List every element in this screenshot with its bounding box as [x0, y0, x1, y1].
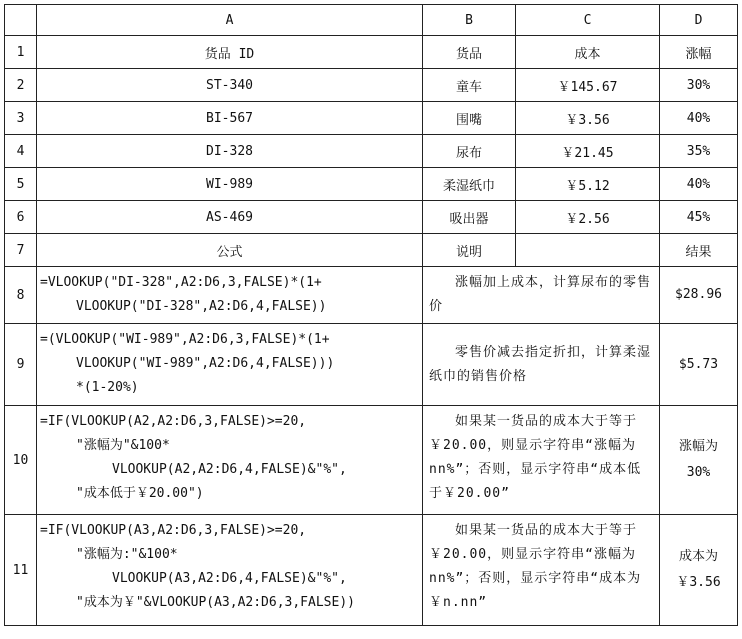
- cell-a2[interactable]: ST-340: [37, 69, 423, 102]
- description-text: 零售价减去指定折扣，计算柔湿纸巾的销售价格: [429, 344, 652, 384]
- description-text: 如果某一货品的成本大于等于￥20.00，则显示字符串“涨幅为 nn%”；否则，显示字符串“成本低于￥20.00”: [429, 414, 642, 501]
- row-header[interactable]: 1: [5, 36, 37, 69]
- formula-line: VLOOKUP(A3,A2:D6,4,FALSE)&"%",: [112, 571, 347, 586]
- formula-cell-a8[interactable]: [37, 267, 423, 324]
- cell-c2[interactable]: ￥145.67: [516, 69, 660, 102]
- formula-line: "涨幅为:"&100*: [76, 547, 178, 562]
- description-text: 涨幅加上成本，计算尿布的零售价: [429, 275, 652, 314]
- row-header[interactable]: 2: [5, 69, 37, 102]
- row-header[interactable]: 5: [5, 168, 37, 201]
- row-header[interactable]: 10: [5, 406, 37, 515]
- column-header-b[interactable]: B: [423, 5, 516, 36]
- description-cell-b9[interactable]: [423, 324, 660, 406]
- formula-line: VLOOKUP(A2,A2:D6,4,FALSE)&"%",: [112, 462, 347, 477]
- cell-c7[interactable]: [516, 234, 660, 267]
- formula-line: VLOOKUP("DI-328",A2:D6,4,FALSE)): [76, 299, 327, 314]
- cell-d6[interactable]: 45%: [660, 201, 738, 234]
- cell-d1[interactable]: 涨幅: [660, 36, 738, 69]
- cell-d4[interactable]: 35%: [660, 135, 738, 168]
- description-text: 如果某一货品的成本大于等于￥20.00，则显示字符串“涨幅为 nn%”；否则，显示字符串“成本为￥n.nn”: [429, 523, 642, 610]
- formula-line: =IF(VLOOKUP(A3,A2:D6,3,FALSE)>=20,: [40, 523, 307, 538]
- cell-b5[interactable]: 柔湿纸巾: [423, 168, 516, 201]
- table-row: [5, 36, 738, 69]
- cell-b3[interactable]: 围嘴: [423, 102, 516, 135]
- row-header[interactable]: 7: [5, 234, 37, 267]
- description-cell-b11[interactable]: [423, 515, 660, 626]
- corner-cell[interactable]: [5, 5, 37, 36]
- formula-cell-a9[interactable]: [37, 324, 423, 406]
- spreadsheet-table: [4, 4, 738, 626]
- description-cell-b10[interactable]: [423, 406, 660, 515]
- row-header[interactable]: 8: [5, 267, 37, 324]
- cell-b2[interactable]: 童车: [423, 69, 516, 102]
- result-cell-d8[interactable]: $28.96: [660, 267, 738, 324]
- cell-a7[interactable]: 公式: [37, 234, 423, 267]
- table-row: [5, 324, 738, 406]
- cell-a5[interactable]: WI-989: [37, 168, 423, 201]
- cell-c1[interactable]: 成本: [516, 36, 660, 69]
- cell-a1[interactable]: 货品 ID: [37, 36, 423, 69]
- result-line: ￥3.56: [676, 575, 721, 590]
- column-header-c[interactable]: C: [516, 5, 660, 36]
- cell-c3[interactable]: ￥3.56: [516, 102, 660, 135]
- column-header-row: [5, 5, 738, 36]
- result-line: 30%: [686, 465, 711, 480]
- table-row: [5, 406, 738, 515]
- cell-a3[interactable]: BI-567: [37, 102, 423, 135]
- cell-a4[interactable]: DI-328: [37, 135, 423, 168]
- cell-d5[interactable]: 40%: [660, 168, 738, 201]
- result-line: 成本为: [678, 549, 718, 564]
- description-cell-b8[interactable]: [423, 267, 660, 324]
- row-header[interactable]: 6: [5, 201, 37, 234]
- row-header[interactable]: 9: [5, 324, 37, 406]
- cell-d7[interactable]: 结果: [660, 234, 738, 267]
- formula-cell-a11[interactable]: [37, 515, 423, 626]
- formula-cell-a10[interactable]: [37, 406, 423, 515]
- result-line: 涨幅为: [678, 439, 718, 454]
- table-row: [5, 102, 738, 135]
- formula-line: =VLOOKUP("DI-328",A2:D6,3,FALSE)*(1+: [40, 275, 322, 290]
- formula-line: *(1-20%): [76, 380, 139, 395]
- cell-c4[interactable]: ￥21.45: [516, 135, 660, 168]
- formula-line: =(VLOOKUP("WI-989",A2:D6,3,FALSE)*(1+: [40, 332, 330, 347]
- cell-a6[interactable]: AS-469: [37, 201, 423, 234]
- cell-b7[interactable]: 说明: [423, 234, 516, 267]
- table-row: [5, 515, 738, 626]
- column-header-d[interactable]: D: [660, 5, 738, 36]
- row-header[interactable]: 3: [5, 102, 37, 135]
- cell-d2[interactable]: 30%: [660, 69, 738, 102]
- row-header[interactable]: 4: [5, 135, 37, 168]
- result-cell-d11[interactable]: [660, 515, 738, 626]
- table-row: [5, 267, 738, 324]
- cell-b1[interactable]: 货品: [423, 36, 516, 69]
- formula-line: "成本低于￥20.00"): [76, 486, 204, 501]
- result-cell-d9[interactable]: $5.73: [660, 324, 738, 406]
- formula-line: VLOOKUP("WI-989",A2:D6,4,FALSE))): [76, 356, 335, 371]
- row-header[interactable]: 11: [5, 515, 37, 626]
- table-row: [5, 201, 738, 234]
- cell-c6[interactable]: ￥2.56: [516, 201, 660, 234]
- cell-b6[interactable]: 吸出器: [423, 201, 516, 234]
- table-row: [5, 234, 738, 267]
- cell-b4[interactable]: 尿布: [423, 135, 516, 168]
- cell-c5[interactable]: ￥5.12: [516, 168, 660, 201]
- formula-line: =IF(VLOOKUP(A2,A2:D6,3,FALSE)>=20,: [40, 414, 307, 429]
- formula-line: "涨幅为"&100*: [76, 438, 170, 453]
- table-row: [5, 135, 738, 168]
- result-cell-d10[interactable]: [660, 406, 738, 515]
- table-row: [5, 69, 738, 102]
- table-row: [5, 168, 738, 201]
- formula-line: "成本为￥"&VLOOKUP(A3,A2:D6,3,FALSE)): [76, 595, 355, 610]
- column-header-a[interactable]: A: [37, 5, 423, 36]
- cell-d3[interactable]: 40%: [660, 102, 738, 135]
